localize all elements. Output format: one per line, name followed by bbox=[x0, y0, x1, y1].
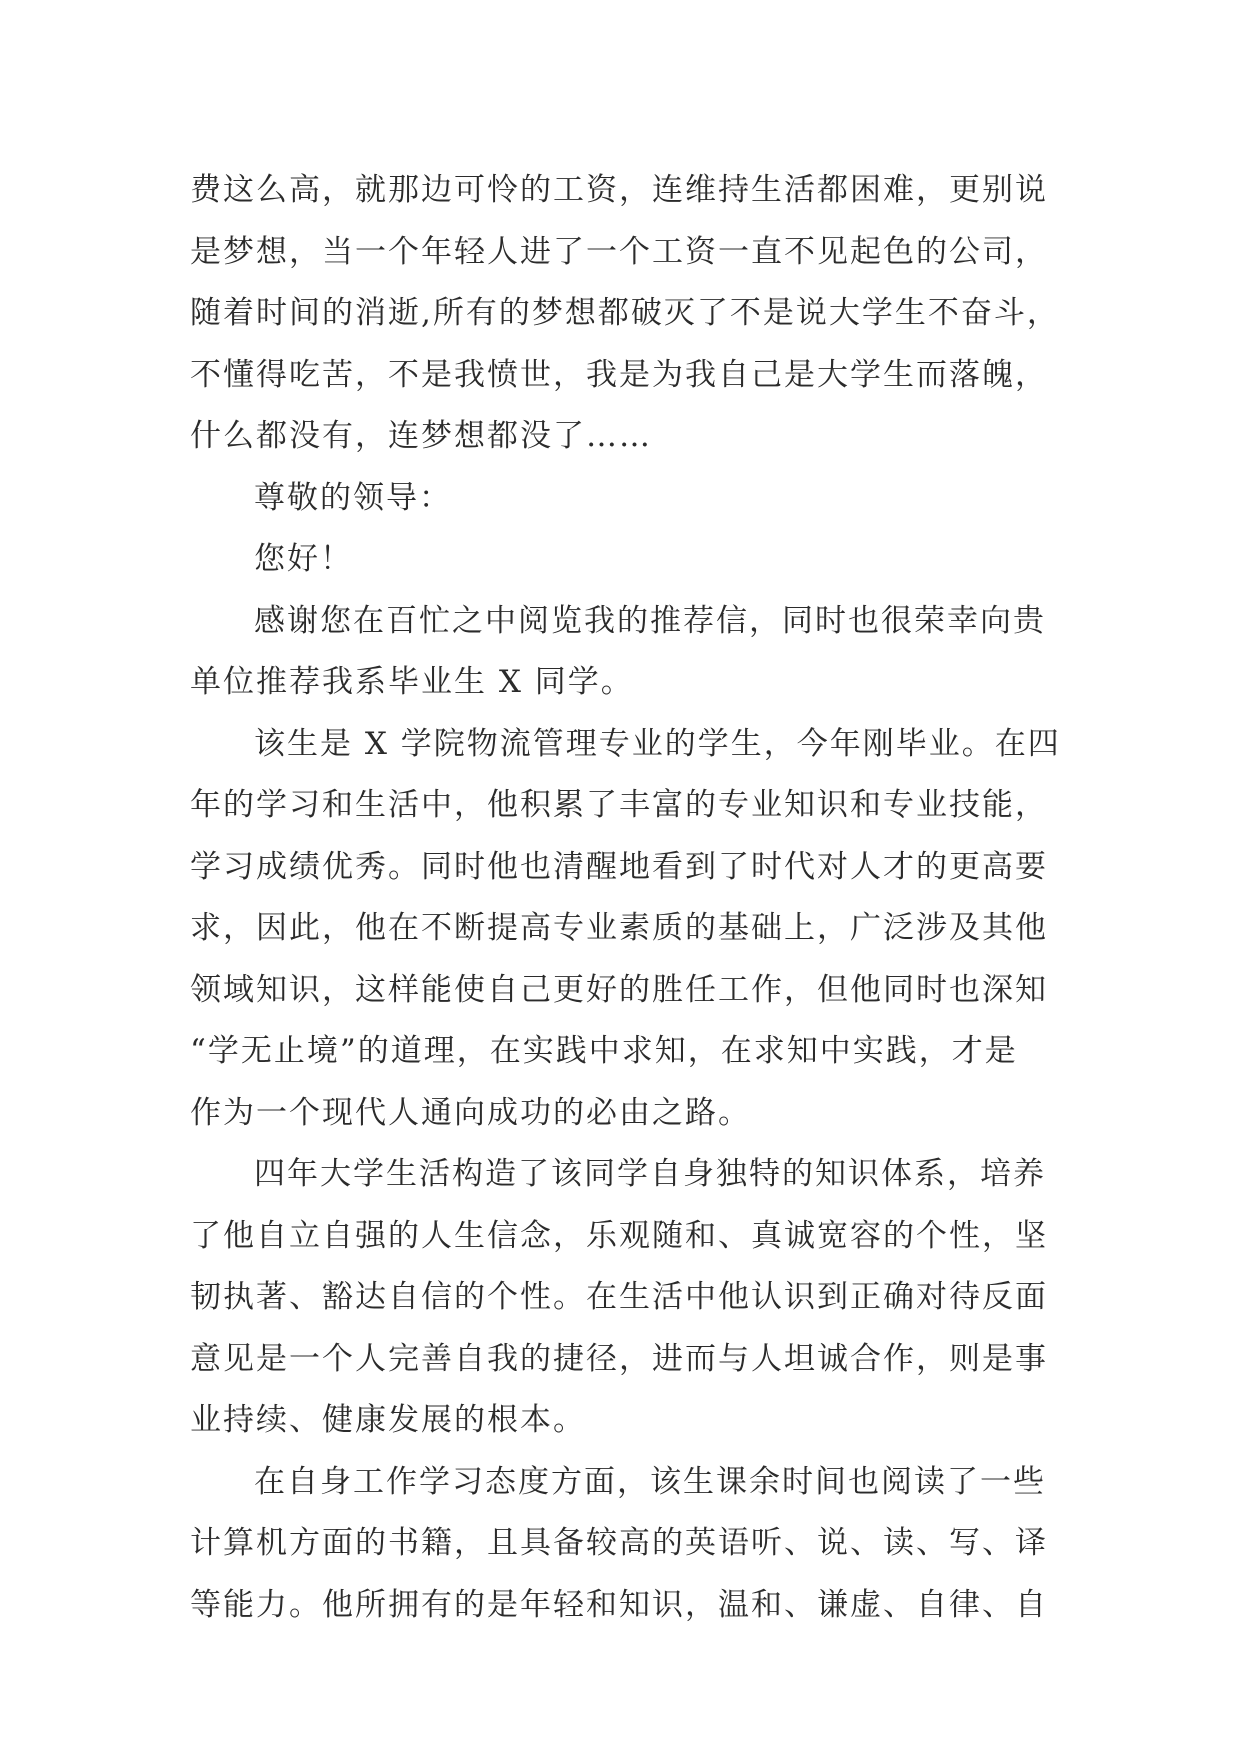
text-line: 尊敬的领导： bbox=[254, 479, 452, 516]
text-line: 等能力。他所拥有的是年轻和知识，温和、谦虚、自律、自 bbox=[190, 1586, 1048, 1623]
document-body bbox=[190, 160, 1090, 1636]
text-line: 求，因此，他在不断提高专业素质的基础上，广泛涉及其他 bbox=[190, 910, 1048, 946]
text-line: 作为一个现代人通向成功的必由之路。 bbox=[190, 1094, 751, 1131]
text-line: 业持续、健康发展的根本。 bbox=[190, 1402, 586, 1438]
text-line: 领域知识，这样能使自己更好的胜任工作，但他同时也深知 bbox=[190, 971, 1048, 1008]
text-line: 学习成绩优秀。同时他也清醒地看到了时代对人才的更高要 bbox=[190, 848, 1048, 885]
text-line: 费这么高，就那边可怜的工资，连维持生活都困难，更别说 bbox=[190, 172, 1048, 208]
text-line: 年的学习和生活中，他积累了丰富的专业知识和专业技能， bbox=[190, 787, 1048, 823]
text-line: 韧执著、豁达自信的个性。在生活中他认识到正确对待反面 bbox=[190, 1279, 1048, 1315]
text-line: 是梦想，当一个年轻人进了一个工资一直不见起色的公司， bbox=[190, 233, 1048, 270]
text-line: 四年大学生活构造了该同学自身独特的知识体系，培养 bbox=[254, 1156, 1046, 1192]
text-line: 随着时间的消逝,所有的梦想都破灭了不是说大学生不奋斗， bbox=[190, 295, 1060, 331]
text-line: 该生是 X 学院物流管理专业的学生，今年刚毕业。在四 bbox=[254, 725, 1061, 762]
text-line: 单位推荐我系毕业生 X 同学。 bbox=[190, 664, 634, 700]
text-line: 感谢您在百忙之中阅览我的推荐信，同时也很荣幸向贵 bbox=[254, 602, 1046, 639]
text-line: 计算机方面的书籍，且具备较高的英语听、说、读、写、译 bbox=[190, 1525, 1048, 1561]
text-line: 了他自立自强的人生信念，乐观随和、真诚宽容的个性，坚 bbox=[190, 1217, 1048, 1254]
text-line: 意见是一个人完善自我的捷径，进而与人坦诚合作，则是事 bbox=[190, 1340, 1048, 1377]
text-line: 您好！ bbox=[254, 541, 353, 577]
text-line: 在自身工作学习态度方面，该生课余时间也阅读了一些 bbox=[254, 1463, 1046, 1500]
text-line: 什么都没有，连梦想都没了…… bbox=[190, 418, 652, 454]
text-line: “学无止境”的道理，在实践中求知，在求知中实践，才是 bbox=[190, 1033, 1018, 1069]
text-line: 不懂得吃苦，不是我愤世，我是为我自己是大学生而落魄， bbox=[190, 356, 1048, 393]
